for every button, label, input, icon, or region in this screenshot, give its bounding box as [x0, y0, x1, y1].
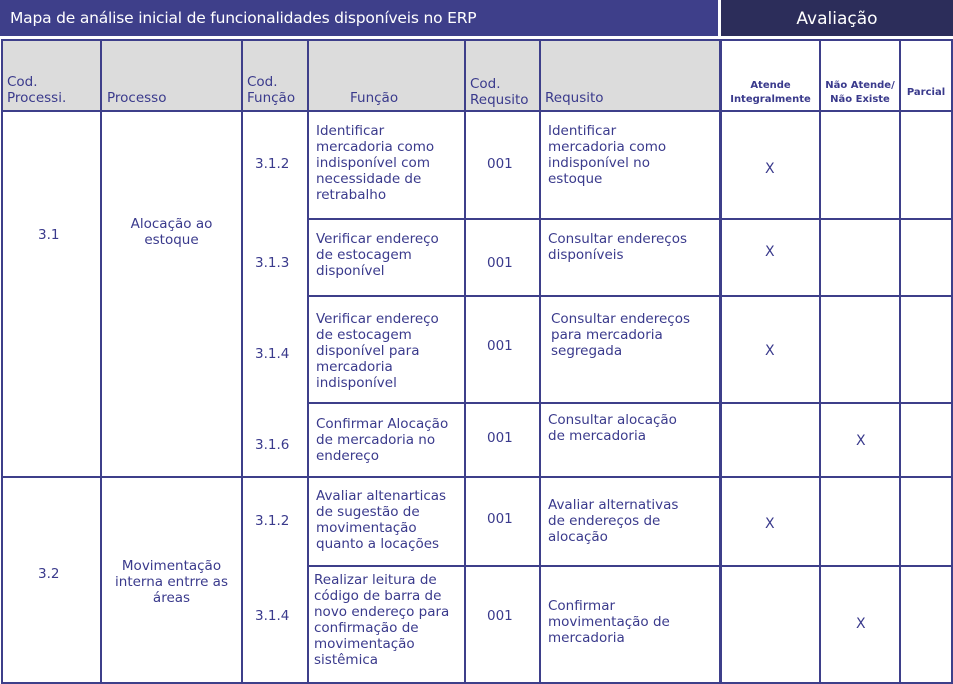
header-cod-requisito: Cod. Requsito — [470, 76, 529, 108]
requirement-text: Consultar endereços disponíveis — [548, 231, 688, 263]
evaluation-title: Avaliação — [796, 9, 878, 29]
column-divider — [819, 40, 821, 684]
document-title-banner — [0, 0, 718, 36]
evaluation-banner — [721, 0, 953, 36]
nao-atende-mark: X — [856, 616, 866, 632]
function-code: 3.1.2 — [255, 156, 290, 172]
group-code: 3.1 — [38, 227, 60, 243]
function-text: Verificar endereço de estocagem disponível — [316, 231, 439, 279]
row-divider — [307, 565, 953, 567]
evaluation-table-frame — [720, 39, 953, 684]
header-cod-processo: Cod. Processi. — [7, 74, 67, 106]
requirement-code: 001 — [487, 338, 513, 354]
group-divider — [1, 476, 953, 478]
header-atende-integralmente: Atende Integralmente — [730, 80, 811, 105]
requirement-text: Confirmar movimentação de mercadoria — [548, 598, 670, 646]
document-title: Mapa de análise inicial de funcionalidades disponíveis no ERP — [10, 9, 477, 27]
requirement-code: 001 — [487, 430, 513, 446]
requirement-code: 001 — [487, 608, 513, 624]
requirement-code: 001 — [487, 511, 513, 527]
atende-mark: X — [765, 161, 775, 177]
function-text: Verificar endereço de estocagem disponível para mercadoria indisponível — [316, 311, 439, 391]
group-process: Movimentação interna entrre as áreas — [115, 558, 228, 606]
function-text: Confirmar Alocação de mercadoria no endereço — [316, 416, 449, 464]
requirement-text: Identificar mercadoria como indisponível no estoque — [548, 123, 667, 187]
header-funcao: Função — [350, 90, 399, 106]
row-divider — [307, 218, 953, 220]
header-processo: Processo — [107, 90, 167, 106]
group-code: 3.2 — [38, 566, 60, 582]
requirement-code: 001 — [487, 156, 513, 172]
group-process: Alocação ao estoque — [130, 216, 213, 248]
column-divider — [307, 40, 309, 684]
atende-mark: X — [765, 343, 775, 359]
function-code: 3.1.6 — [255, 437, 290, 453]
function-code: 3.1.3 — [255, 255, 290, 271]
header-nao-atende: Não Atende/ Não Existe — [825, 80, 895, 105]
requirement-text: Avaliar alternativas de endereços de alocação — [548, 497, 679, 545]
requirement-text: Consultar alocação de mercadoria — [548, 412, 677, 444]
column-divider — [539, 40, 541, 684]
requirement-text: Consultar endereços para mercadoria segregada — [551, 311, 691, 359]
column-divider — [899, 40, 901, 684]
function-text: Identificar mercadoria como indisponível com necessidade de retrabalho — [316, 123, 435, 203]
column-divider — [464, 40, 466, 684]
row-divider — [307, 295, 953, 297]
nao-atende-mark: X — [856, 433, 866, 449]
requirement-code: 001 — [487, 255, 513, 271]
header-parcial: Parcial — [906, 87, 946, 98]
row-divider — [307, 402, 953, 404]
column-divider — [241, 40, 243, 684]
function-code: 3.1.4 — [255, 346, 290, 362]
function-code: 3.1.2 — [255, 513, 290, 529]
atende-mark: X — [765, 516, 775, 532]
header-cod-funcao: Cod. Função — [247, 74, 296, 106]
header-requisito: Requsito — [545, 90, 604, 106]
function-text: Avaliar altenarticas de sugestão de movimentação quanto a locações — [316, 488, 447, 552]
function-code: 3.1.4 — [255, 608, 290, 624]
header-divider — [1, 110, 953, 112]
function-text: Realizar leitura de código de barra de novo endereço para confirmação de movimentação sistêmica — [314, 572, 450, 668]
atende-mark: X — [765, 244, 775, 260]
